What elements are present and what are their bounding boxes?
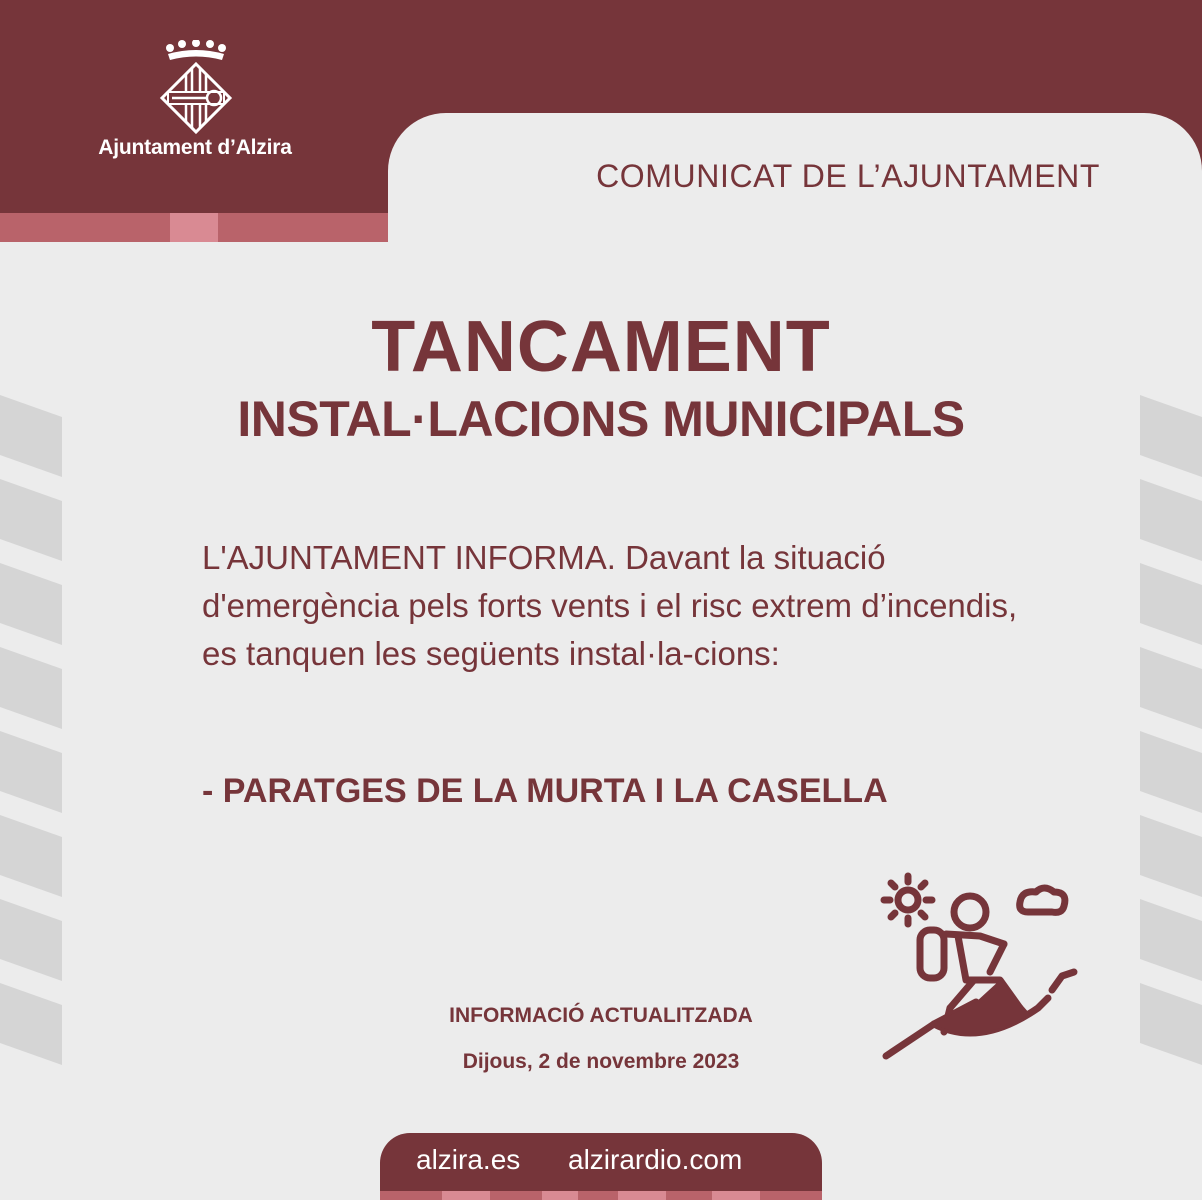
organization-name: Ajuntament d’Alzira <box>98 136 292 159</box>
coat-of-arms-icon <box>152 40 240 136</box>
decorative-stripes-left <box>0 395 62 1095</box>
decorative-stripes-right <box>1140 395 1202 1095</box>
radio-website-link[interactable]: alzirardio.com <box>568 1144 743 1175</box>
logo <box>90 40 300 170</box>
notice-subtitle: INSTAL·LACIONS MUNICIPALS <box>237 391 965 447</box>
closure-item: - PARATGES DE LA MURTA I LA CASELLA <box>202 772 888 810</box>
website-link[interactable]: alzira.es <box>416 1144 521 1175</box>
update-label: INFORMACIÓ ACTUALITZADA <box>449 1004 753 1027</box>
page-header-title: COMUNICAT DE L’AJUNTAMENT <box>596 158 1100 194</box>
notice-body: L'AJUNTAMENT INFORMA. Davant la situació d'emergència pels forts vents i el risc extrem d’incendis, es tanquen les següents instal·la-cions: <box>202 539 1018 672</box>
hiker-icon <box>880 868 1090 1068</box>
header-stripe <box>0 213 388 242</box>
update-date: Dijous, 2 de novembre 2023 <box>462 1050 740 1073</box>
footer-stripe <box>380 1191 822 1200</box>
notice-title: TANCAMENT <box>371 307 831 387</box>
